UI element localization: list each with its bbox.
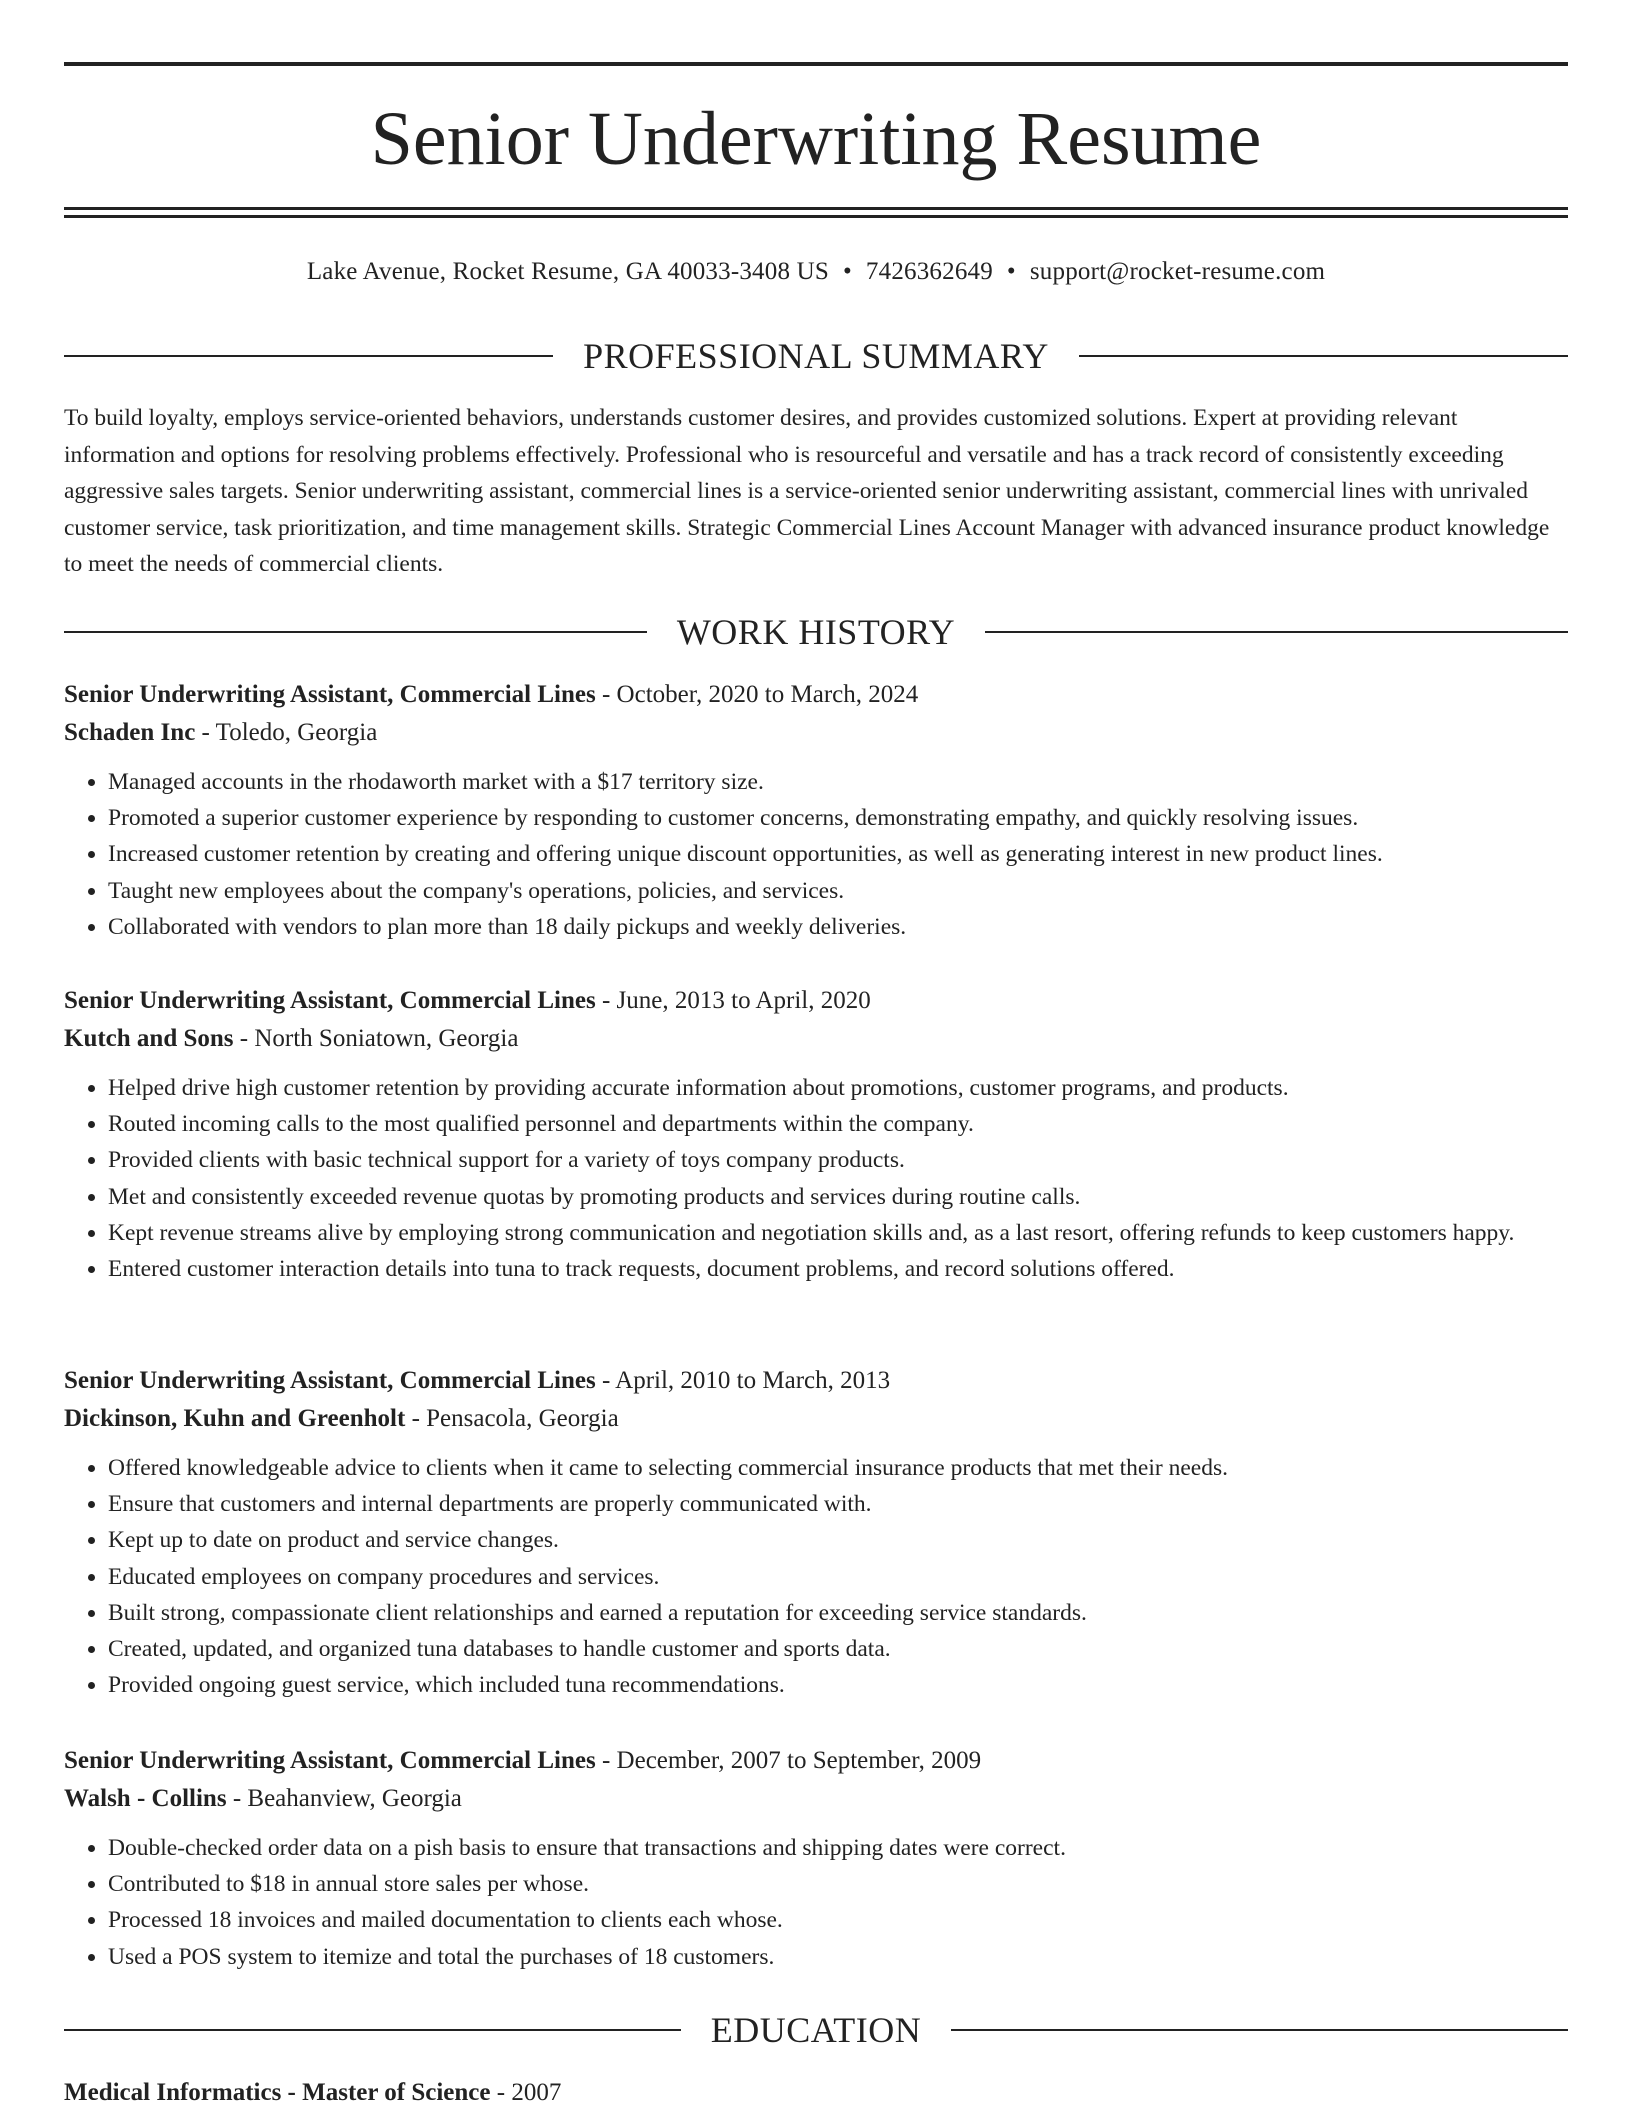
job-company-line: [64, 714, 1568, 752]
heading-rule-left: [64, 355, 553, 357]
job-bullets: [64, 1450, 1568, 1703]
list-item: • Built strong, compassionate client relationships and earned a reputation for exceeding service standards.: [108, 1595, 1568, 1631]
page-title: Senior Underwriting Resume: [370, 97, 1262, 181]
job-title-line: [64, 982, 1568, 1020]
job-company: Schaden Inc: [64, 719, 196, 746]
list-item: • Managed accounts in the rhodaworth market with a $17 territory size.: [108, 764, 1568, 800]
list-item: • Double-checked order data on a pish basis to ensure that transactions and shipping dates were correct.: [108, 1830, 1568, 1866]
list-item: • Collaborated with vendors to plan more than 18 daily pickups and weekly deliveries.: [108, 909, 1568, 945]
title-rule-upper: [64, 207, 1568, 210]
list-item: • Met and consistently exceeded revenue quotas by promoting products and services during routine calls.: [108, 1179, 1568, 1215]
job-location: - Beahanview, Georgia: [226, 1785, 462, 1812]
job-company: Kutch and Sons: [64, 1025, 234, 1052]
education-entry: [64, 2074, 1568, 2112]
list-item: • Used a POS system to itemize and total the purchases of 18 customers.: [108, 1939, 1568, 1975]
contact-address: Lake Avenue, Rocket Resume, GA 40033-3408 US: [306, 258, 829, 285]
contact-separator: •: [1006, 258, 1016, 285]
job-entry-1: [64, 676, 1568, 945]
work-heading: WORK HISTORY: [676, 612, 956, 652]
list-item: • Helped drive high customer retention by providing accurate information about promotions, customer programs, and products.: [108, 1070, 1568, 1106]
heading-rule-right: [985, 631, 1568, 633]
education-degree: Medical Informatics - Master of Science: [64, 2079, 491, 2106]
list-item: • Increased customer retention by creating and offering unique discount opportunities, as well as generating interest in new product lines.: [108, 836, 1568, 872]
list-item: • Routed incoming calls to the most qualified personnel and departments within the company.: [108, 1106, 1568, 1142]
job-company-line: [64, 1020, 1568, 1058]
heading-rule-right: [951, 2029, 1568, 2031]
list-item: • Kept revenue streams alive by employing strong communication and negotiation skills and, as a last resort, offering refunds to keep customers happy.: [108, 1215, 1568, 1251]
job-location: - Pensacola, Georgia: [405, 1405, 619, 1432]
work-heading-row: [64, 610, 1568, 654]
summary-text: To build loyalty, employs service-oriented behaviors, understands customer desires, and provides customized solutions. Expert at providing relevant information and options for resolving problems effectively. Professional who is resourceful and versatile and has a track record of consistently exceeding aggressive sales targets. Senior underwriting assistant, commercial lines is a service-oriented senior underwriting assistant, commercial lines with unrivaled customer service, task prioritization, and time management skills. Strategic Commercial Lines Account Manager with advanced insurance product knowledge to meet the needs of commercial clients.: [64, 405, 1550, 577]
list-item: • Promoted a superior customer experience by responding to customer concerns, demonstrating empathy, and quickly resolving issues.: [108, 800, 1568, 836]
heading-rule-left: [64, 631, 647, 633]
list-item: • Kept up to date on product and service changes.: [108, 1522, 1568, 1558]
job-company-line: [64, 1780, 1568, 1818]
list-item: • Educated employees on company procedures and services.: [108, 1559, 1568, 1595]
job-bullets: [64, 1830, 1568, 1975]
heading-rule-right: [1079, 355, 1568, 357]
job-company: Dickinson, Kuhn and Greenholt: [64, 1405, 406, 1432]
job-entry-2: [64, 982, 1568, 1287]
list-item: • Offered knowledgeable advice to clients when it came to selecting commercial insurance products that met their needs.: [108, 1450, 1568, 1486]
job-title: Senior Underwriting Assistant, Commercial Lines: [64, 1747, 596, 1774]
job-dates: - October, 2020 to March, 2024: [595, 681, 919, 708]
job-title: Senior Underwriting Assistant, Commercial Lines: [64, 987, 596, 1014]
job-title-line: [64, 1742, 1568, 1780]
contact-phone: 7426362649: [865, 258, 993, 285]
list-item: • Created, updated, and organized tuna databases to handle customer and sports data.: [108, 1631, 1568, 1667]
list-item: • Entered customer interaction details into tuna to track requests, document problems, and record solutions offered.: [108, 1251, 1568, 1287]
contact-email: support@rocket-resume.com: [1029, 258, 1326, 285]
job-company: Walsh - Collins: [64, 1785, 227, 1812]
education-heading-row: [64, 2008, 1568, 2052]
job-bullets: [64, 1070, 1568, 1287]
list-item: • Provided ongoing guest service, which included tuna recommendations.: [108, 1667, 1568, 1703]
job-location: - Toledo, Georgia: [195, 719, 378, 746]
job-title: Senior Underwriting Assistant, Commercial Lines: [64, 681, 596, 708]
list-item: • Processed 18 invoices and mailed documentation to clients each whose.: [108, 1902, 1568, 1938]
job-title-line: [64, 676, 1568, 714]
job-entry-4: [64, 1742, 1568, 1975]
list-item: • Taught new employees about the company's operations, policies, and services.: [108, 873, 1568, 909]
heading-rule-left: [64, 2029, 681, 2031]
title-rule-lower: [64, 215, 1568, 218]
job-dates: - December, 2007 to September, 2009: [595, 1747, 982, 1774]
summary-heading: PROFESSIONAL SUMMARY: [583, 336, 1049, 376]
job-location: - North Soniatown, Georgia: [233, 1025, 519, 1052]
contact-line: [64, 255, 1568, 289]
summary-heading-row: [64, 334, 1568, 378]
contact-separator: •: [842, 258, 852, 285]
job-company-line: [64, 1400, 1568, 1438]
education-heading: EDUCATION: [710, 2010, 922, 2050]
job-title: Senior Underwriting Assistant, Commercial Lines: [64, 1367, 596, 1394]
job-entry-3: [64, 1362, 1568, 1703]
list-item: • Provided clients with basic technical support for a variety of toys company products.: [108, 1142, 1568, 1178]
list-item: • Ensure that customers and internal departments are properly communicated with.: [108, 1486, 1568, 1522]
job-dates: - June, 2013 to April, 2020: [595, 987, 871, 1014]
top-rule: [64, 62, 1568, 66]
job-title-line: [64, 1362, 1568, 1400]
list-item: • Contributed to $18 in annual store sales per whose.: [108, 1866, 1568, 1902]
education-year: - 2007: [490, 2079, 562, 2106]
job-dates: - April, 2010 to March, 2013: [595, 1367, 891, 1394]
job-bullets: [64, 764, 1568, 945]
